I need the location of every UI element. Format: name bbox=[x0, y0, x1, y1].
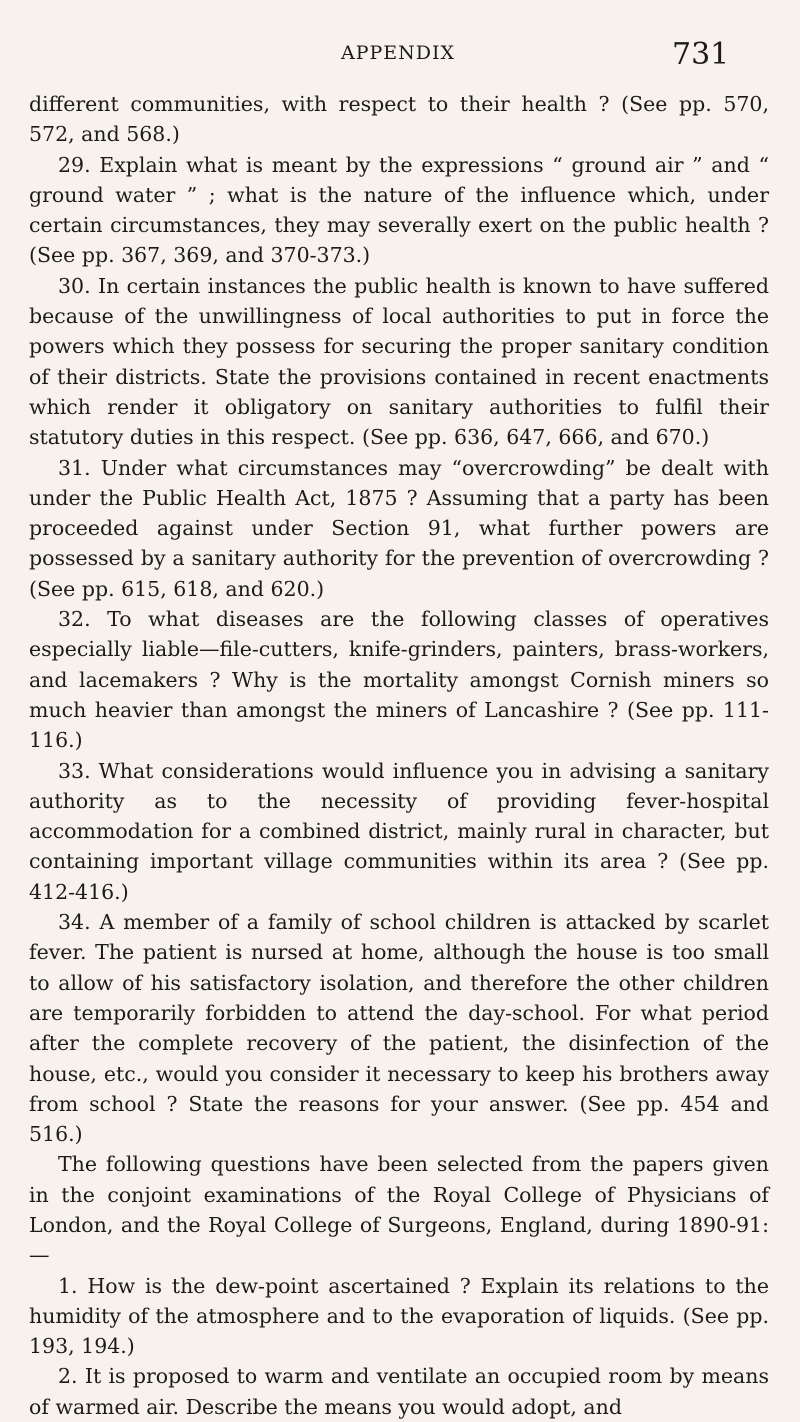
page-body bbox=[29, 89, 769, 1422]
paragraph-continuation: different communities, with respect to their health ? (See pp. 570, 572, and 568.) bbox=[29, 92, 769, 147]
question-34: 34. A member of a family of school children is attacked by scarlet fever. The patient is nursed at home, although the house is too small to allow of his satisfactory isolation, and therefore the other children are temporarily forbidden to attend the day-school. For what period after the complete recovery of the patient, the disinfection of the house, etc., would you consider it necessary to keep his brothers away from school ? State the reasons for your answer. (See pp. 454 and 516.) bbox=[29, 910, 769, 1147]
question-33: 33. What considerations would influence you in advising a sanitary authority as to the necessity of providing fever-hospital accommodation for a combined district, mainly rural in character, but containing important village communities within its area ? (See pp. 412-416.) bbox=[29, 758, 769, 904]
question-1: 1. How is the dew-point ascertained ? Explain its relations to the humidity of the atmosphere and to the evaporation of liquids. (See pp. 193, 194.) bbox=[29, 1273, 769, 1359]
question-31: 31. Under what circumstances may “overcrowding” be dealt with under the Public Health Act, 1875 ? Assuming that a party has been proceeded against under Section 91, what further powers are possessed by a sanitary authority for the prevention of overcrowding ? (See pp. 615, 618, and 620.) bbox=[29, 455, 769, 601]
question-2: 2. It is proposed to warm and ventilate an occupied room by means of warmed air. Describe the means you would adopt, and bbox=[29, 1364, 769, 1419]
question-29: 29. Explain what is meant by the expressions “ ground air ” and “ ground water ” ; what is the nature of the influence which, under certain circumstances, they may severally exert on the public health ? (See pp. 367, 369, and 370-373.) bbox=[29, 152, 769, 268]
question-32: 32. To what diseases are the following classes of operatives especially liable—file-cutters, knife-grinders, painters, brass-workers, and lacemakers ? Why is the mortality amongst Cornish miners so much heavier than amongst the miners of Lancashire ? (See pp. 111-116.) bbox=[29, 607, 769, 753]
section-intro: The following questions have been selected from the papers given in the conjoint examinations of the Royal College of Physicians of London, and the Royal College of Surgeons, England, during 1890-91:— bbox=[29, 1152, 769, 1268]
page-number: 731 bbox=[672, 37, 730, 72]
running-head: APPENDIX bbox=[341, 42, 456, 64]
page-header bbox=[0, 37, 800, 81]
question-30: 30. In certain instances the public health is known to have suffered because of the unwillingness of local authorities to put in force the powers which they possess for securing the proper sanitary condition of their districts. State the provisions contained in recent enactments which render it obligatory on sanitary authorities to fulfil their statutory duties in this respect. (See pp. 636, 647, 666, and 670.) bbox=[29, 273, 769, 450]
